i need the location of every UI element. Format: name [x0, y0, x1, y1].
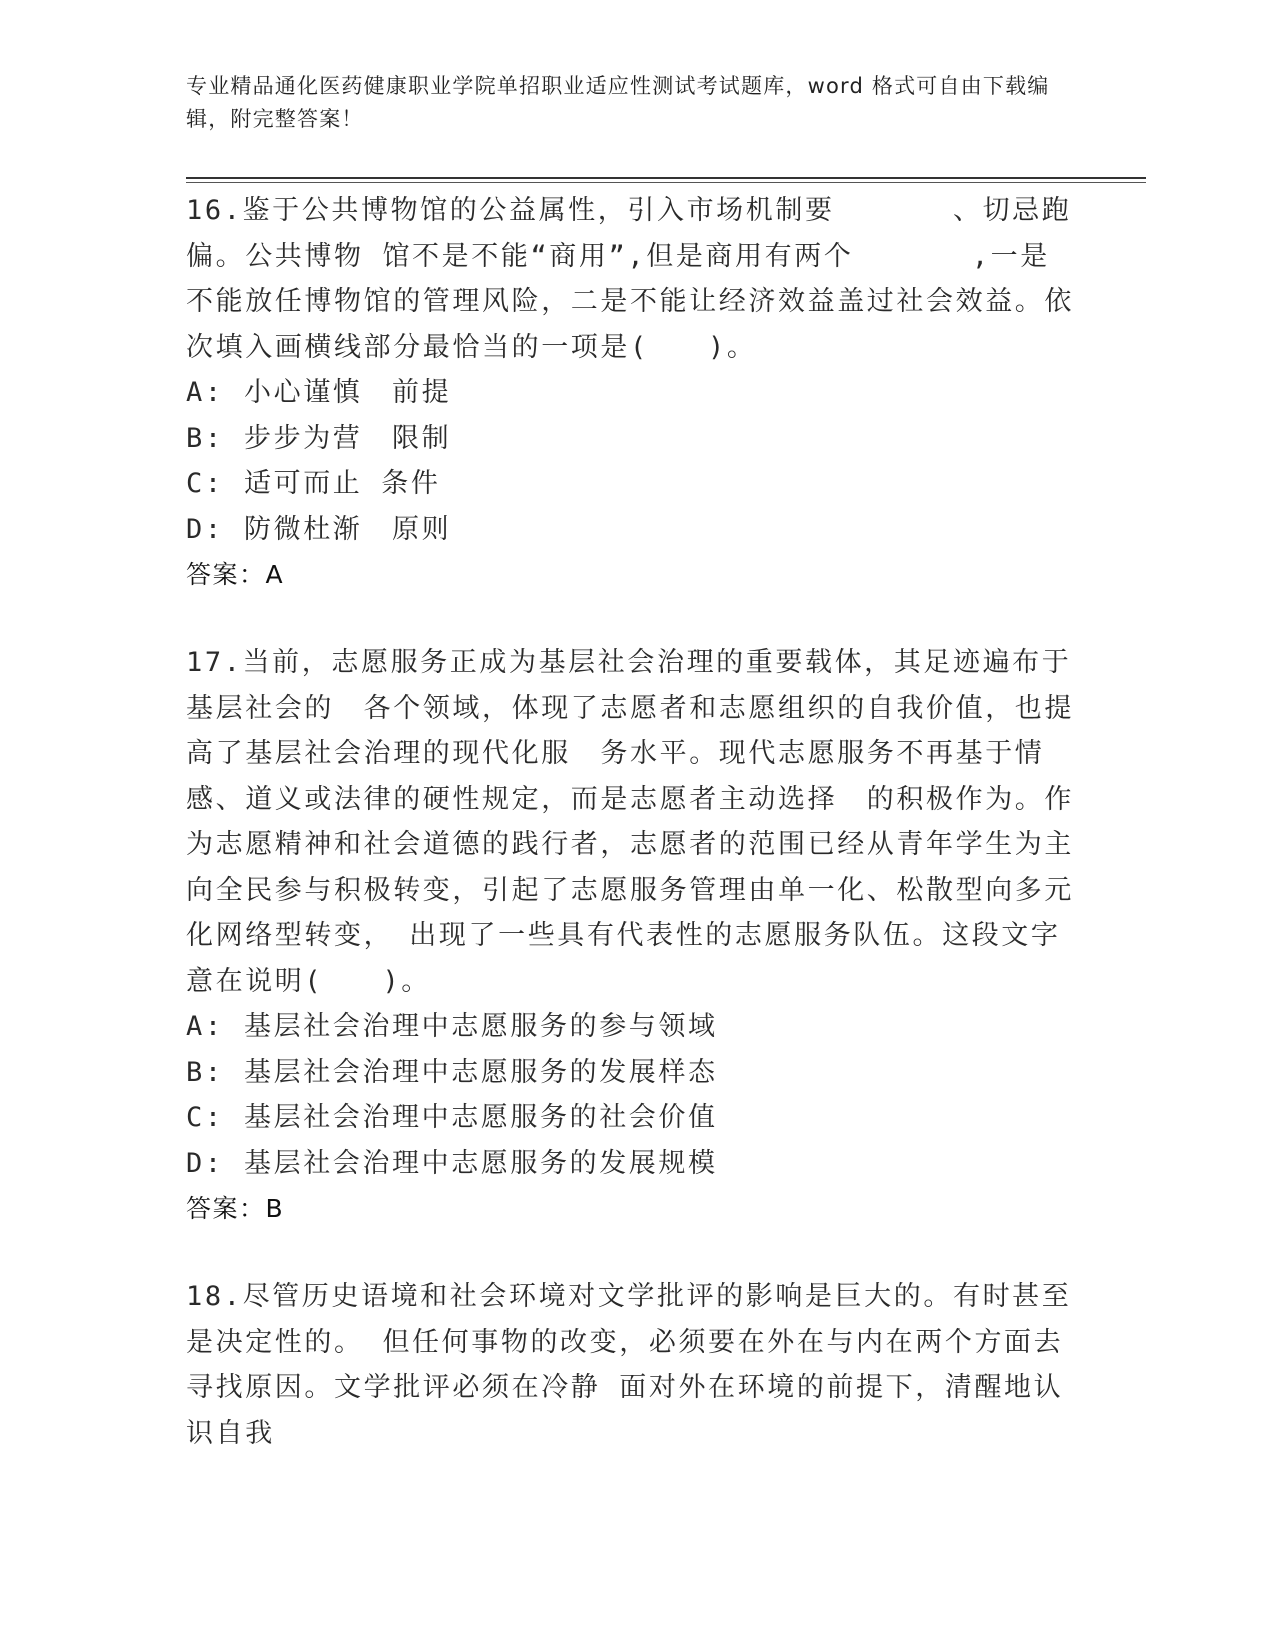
option-letter: D: — [186, 1147, 224, 1179]
question-list — [186, 188, 1104, 1456]
option-c — [186, 461, 1076, 507]
option-text: 基层社会治理中志愿服务的参与领域 — [244, 1011, 718, 1042]
header-divider-thin — [186, 182, 1146, 183]
option-letter: B: — [186, 422, 224, 454]
option-text: 小心谨慎 前提 — [244, 377, 452, 408]
answer-line: 答案：A — [186, 560, 285, 589]
question-stem: 16.鉴于公共博物馆的公益属性，引入市场机制要 、切忌跑偏。公共博物 馆不是不能“商用”,但是商用有两个 ,一是不能放任博物馆的管理风险，二是不能让经济效益盖过社会效益。依次填入画横线部分最恰当的一项是( )。 — [186, 195, 1074, 363]
option-text: 防微杜渐 原则 — [244, 513, 452, 545]
option-b — [186, 1050, 1076, 1096]
option-b — [186, 416, 1076, 462]
spacer — [186, 1231, 1076, 1274]
option-c — [186, 1095, 1076, 1141]
option-text: 步步为营 限制 — [244, 422, 452, 454]
option-text: 基层社会治理中志愿服务的社会价值 — [244, 1102, 718, 1133]
option-d — [186, 1141, 1076, 1187]
document-header: 专业精品通化医药健康职业学院单招职业适应性测试考试题库，word 格式可自由下载编辑，附完整答案！ — [186, 74, 1050, 131]
option-a — [186, 1004, 1076, 1050]
option-letter: B: — [186, 1056, 224, 1088]
option-text: 基层社会治理中志愿服务的发展规模 — [244, 1147, 718, 1179]
option-letter: A: — [186, 1011, 224, 1042]
question-18 — [186, 1274, 1076, 1456]
option-letter: A: — [186, 377, 224, 408]
option-d — [186, 507, 1076, 553]
question-stem: 17.当前，志愿服务正成为基层社会治理的重要载体，其足迹遍布于基层社会的 各个领域，体现了志愿者和志愿组织的自我价值，也提高了基层社会治理的现代化服 务水平。现代志愿服务不再基于情感、道义或法律的硬性规定，而是志愿者主动选择 的积极作为。作为志愿精神和社会道德的践行者，志愿者的范围已经从青年学生为主 向全民参与积极转变，引起了志愿服务管理由单一化、松散型向多元化网络型转变， 出现了一些具有代表性的志愿服务队伍。这段文字意在说明( )。 — [186, 647, 1104, 997]
question-17 — [186, 640, 1104, 1231]
option-text: 基层社会治理中志愿服务的发展样态 — [244, 1056, 718, 1088]
option-text: 适可而止 条件 — [244, 468, 441, 499]
option-letter: C: — [186, 1102, 224, 1133]
question-stem: 18.尽管历史语境和社会环境对文学批评的影响是巨大的。有时甚至是决定性的。 但任何事物的改变，必须要在外在与内在两个方面去寻找原因。文学批评必须在冷静 面对外在环境的前提下，清醒地认识自我 — [186, 1281, 1072, 1449]
spacer — [186, 597, 1076, 640]
header-divider — [186, 177, 1146, 179]
option-letter: C: — [186, 468, 224, 499]
answer-line: 答案：B — [186, 1194, 285, 1223]
question-16 — [186, 188, 1076, 597]
option-a — [186, 370, 1076, 416]
option-letter: D: — [186, 513, 224, 545]
